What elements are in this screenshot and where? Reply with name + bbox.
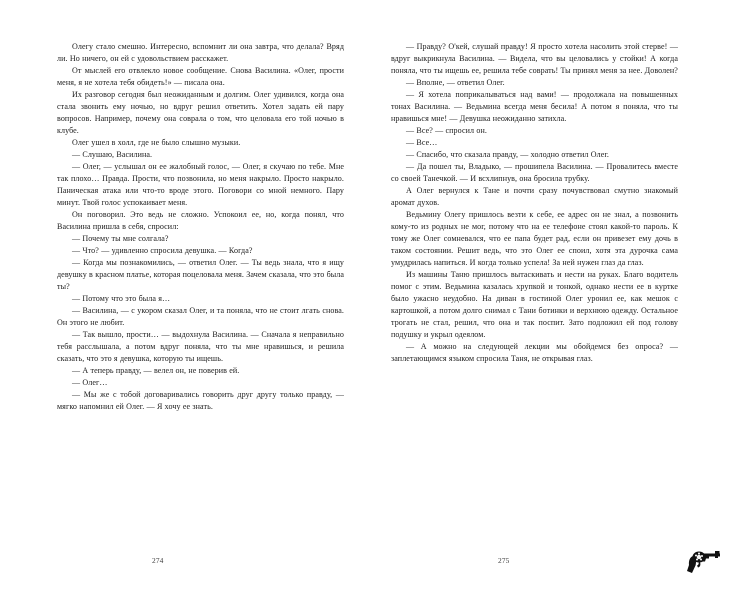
dialogue-line: — Правду? О'кей, слушай правду! Я просто хотела насолить этой стерве! — вдруг выкрикнула Василина. — Видела, что вы целовались у стойки! А когда поняла, что ты ищешь ее, решила тебе соврать! Ты принял меня за нее. Доволен? bbox=[391, 42, 678, 76]
paragraph: Из машины Таню пришлось вытаскивать и нести на руках. Благо водитель помог с этим. Ведьмина казалась хрупкой и тонкой, однако нести ее в куртке было ужасно неудобно. На диван в гостиной Олег уронил ее, как мешок с картошкой, а потом долго снимал с Тани ботинки и верхнюю одежду. Остальное трогать не стал, решил, что она и так поспит. Зато подложил ей под голову подушку и укрыл одеялом. bbox=[391, 270, 678, 340]
dialogue-line: — Василина, — с укором сказал Олег, и та поняла, что не стоит лгать снова. Он этого не любит. bbox=[57, 306, 344, 328]
dialogue-line: — Мы же с тобой договаривались говорить друг другу только правду, — мягко напомнил ей Олег. — Я хочу ее знать. bbox=[57, 390, 344, 412]
dialogue-line: — Почему ты мне солгала? bbox=[72, 234, 169, 244]
dialogue-line: — Все… bbox=[406, 138, 438, 148]
body-text-left bbox=[57, 41, 344, 413]
page-number-left: 274 bbox=[152, 556, 164, 565]
paragraph: Олег ушел в холл, где не было слышно музыки. bbox=[72, 138, 241, 148]
paragraph: От мыслей его отвлекло новое сообщение. Снова Василина. «Олег, прости меня, я не хотела тебя обидеть!» — писала она. bbox=[57, 66, 344, 88]
dialogue-line: — Когда мы познакомились, — ответил Олег. — Ты ведь знала, что я ищу девушку в красном платье, которая поцеловала меня. Зачем сказала, что это была ты? bbox=[57, 258, 344, 292]
dialogue-line: — Так вышло, прости… — выдохнула Василина. — Сначала я неправильно тебя расслышала, а потом вдруг поняла, что ты мне нравишься, и решила сказать, что это я девушка, которую ты ищешь. bbox=[57, 330, 344, 364]
page-right bbox=[369, 0, 738, 590]
body-text-right bbox=[391, 41, 678, 365]
paragraph: Он поговорил. Это ведь не сложно. Успокоил ее, но, когда понял, что Василина пришла в себя, спросил: bbox=[57, 210, 344, 232]
dialogue-line: — А можно на следующей лекции мы обойдемся без опроса? — заплетающимся языком спросила Таня, не открывая глаз. bbox=[391, 342, 678, 364]
dialogue-line: — Слушаю, Василина. bbox=[72, 150, 153, 160]
dialogue-line: — Я хотела поприкалываться над вами! — продолжала на повышенных тонах Василина. — Ведьмина всегда меня бесила! А потом я поняла, что ты нравишься мне! — Девушка неожиданно затихла. bbox=[391, 90, 678, 124]
paragraph: Ведьмину Олегу пришлось везти к себе, ее адрес он не знал, а позвонить кому-то из родных не мог, потому что на ее телефоне стоял какой-то пароль. К тому же Олег сомневался, что ее папа будет рад, если он привезет ему дочь в таком состоянии. Решит ведь, что это Олег ее споил, хотя эта дурочка сама умудрилась напиться. И когда только успела! За ней нужен глаз да глаз. bbox=[391, 210, 678, 268]
dialogue-line: — Да пошел ты, Владыко, — прошипела Василина. — Провалитесь вместе со своей Танечкой. — И всхлипнув, она бросила трубку. bbox=[391, 162, 678, 184]
paragraph: А Олег вернулся к Тане и почти сразу почувствовал смутно знакомый аромат духов. bbox=[391, 186, 678, 208]
dialogue-line: — Что? — удивленно спросила девушка. — Когда? bbox=[72, 246, 253, 256]
dialogue-line: — Потому что это была я… bbox=[72, 294, 171, 304]
dialogue-line: — Олег, — услышал он ее жалобный голос, — Олег, я скучаю по тебе. Мне так плохо… Правда. Прости, что позвонила, но меня накрыло. Просто накрыло. Паническая атака или что-то вроде этого. Поговори со мной немного. Пару минут. Твой голос успокаивает меня. bbox=[57, 162, 344, 208]
dialogue-line: — А теперь правду, — велел он, не поверив ей. bbox=[72, 366, 240, 376]
dialogue-line: — Спасибо, что сказала правду, — холодно ответил Олег. bbox=[406, 150, 609, 160]
paragraph: Олегу стало смешно. Интересно, вспомнит ли она завтра, что делала? Вряд ли. Но ничего, он ей с удовольствием расскажет. bbox=[57, 42, 344, 64]
revolver-icon bbox=[680, 545, 724, 577]
paragraph: Их разговор сегодня был неожиданным и долгим. Олег удивился, когда она стала звонить ему ночью, но вдруг решил ответить. Хотел задать ей пару вопросов. Например, почему она соврала о том, что целовала его той ночью в клубе. bbox=[57, 90, 344, 136]
page-number-right: 275 bbox=[498, 556, 510, 565]
dialogue-line: — Олег… bbox=[72, 378, 108, 388]
dialogue-line: — Все? — спросил он. bbox=[406, 126, 487, 136]
dialogue-line: — Вполне, — ответил Олег. bbox=[406, 78, 505, 88]
